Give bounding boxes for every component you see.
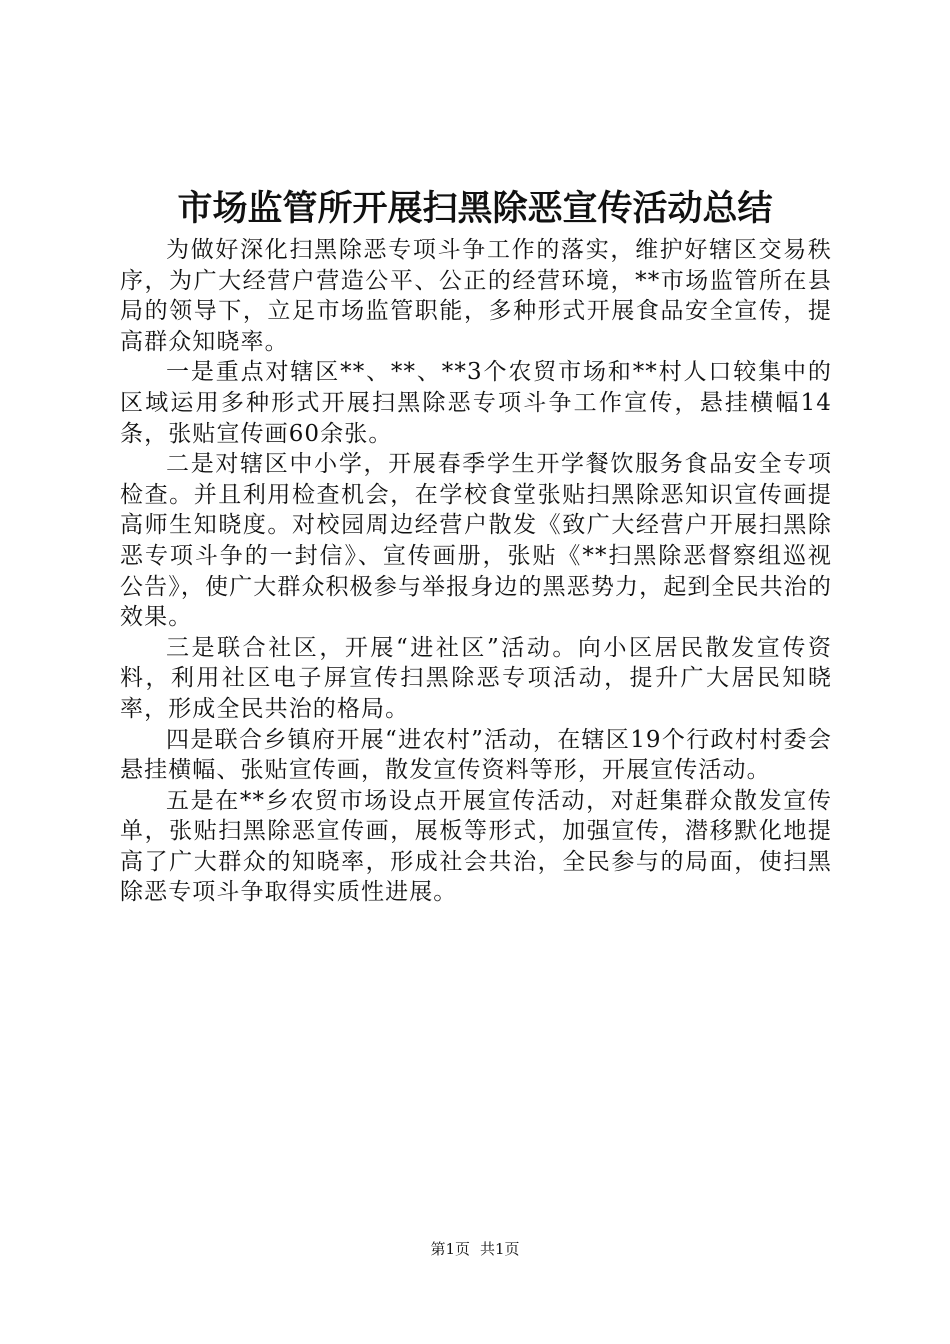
paragraph-intro: 为做好深化扫黑除恶专项斗争工作的落实，维护好辖区交易秩序，为广大经营户营造公平、公正的经营环境，**市场监管所在县局的领导下，立足市场监管职能，多种形式开展食品安全宣传，提高群众知晓率。 (120, 237, 832, 355)
paragraph-item-2: 二是对辖区中小学，开展春季学生开学餐饮服务食品安全专项检查。并且利用检查机会，在学校食堂张贴扫黑除恶知识宣传画提高师生知晓度。对校园周边经营户散发《致广大经营户开展扫黑除恶专项斗争的一封信》、宣传画册，张贴《**扫黑除恶督察组巡视公告》，使广大群众积极参与举报身边的黑恶势力，起到全民共治的效果。 (120, 451, 832, 631)
document-title: 市场监管所开展扫黑除恶宣传活动总结 (177, 188, 773, 229)
paragraph-item-5: 五是在**乡农贸市场设点开展宣传活动，对赶集群众散发宣传单，张贴扫黑除恶宣传画，展板等形式，加强宣传，潜移默化地提高了广大群众的知晓率，形成社会共治，全民参与的局面，使扫黑除恶专项斗争取得实质性进展。 (120, 787, 832, 906)
page-footer (0, 1239, 950, 1259)
page-number: 第1页 (430, 1240, 470, 1258)
document-body (120, 235, 832, 908)
paragraph-item-4: 四是联合乡镇府开展“进农村”活动，在辖区19个行政村村委会悬挂横幅、张贴宣传画，散发宣传资料等形，开展宣传活动。 (120, 726, 832, 784)
paragraph-item-3: 三是联合社区，开展“进社区”活动。向小区居民散发宣传资料，利用社区电子屏宣传扫黑除恶专项活动，提升广大居民知晓率，形成全民共治的格局。 (120, 634, 832, 722)
paragraph-item-1: 一是重点对辖区**、**、**3个农贸市场和**村人口较集中的区域运用多种形式开展扫黑除恶专项斗争工作宣传，悬挂横幅14条，张贴宣传画60余张。 (120, 359, 832, 447)
page-count: 共1页 (480, 1240, 520, 1258)
